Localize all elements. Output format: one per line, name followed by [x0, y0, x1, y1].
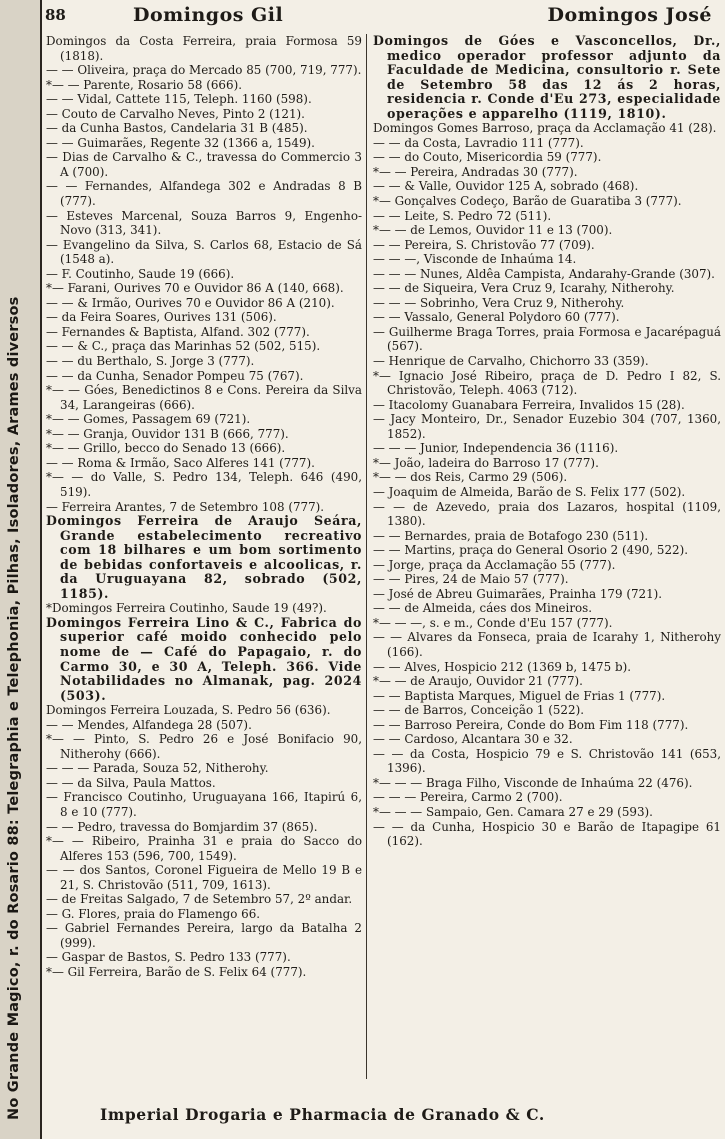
directory-entry: *— Gil Ferreira, Barão de S. Felix 64 (777). [46, 965, 307, 979]
directory-entry: *— João, ladeira do Barroso 17 (777). [373, 455, 599, 470]
directory-entry: — — Vidal, Cattete 115, Teleph. 1160 (598). [46, 92, 312, 107]
running-head-left: Domingos Gil [133, 4, 284, 26]
directory-entry: *— Gonçalves Codeço, Barão de Guaratiba 3 (777). [373, 194, 682, 209]
directory-entry: — — & Valle, Ouvidor 125 A, sobrado (468). [373, 179, 639, 194]
directory-entry: — — — Junior, Independencia 36 (1116). [373, 441, 619, 456]
directory-entry: — — du Berthalo, S. Jorge 3 (777). [46, 354, 255, 369]
spine-advertisement: No Grande Magico, r. do Rosario 88: Telegraphia e Telephonia, Pilhas, Isoladores, Arames diversos [6, 296, 22, 1120]
directory-entry: — — de Barros, Conceição 1 (522). [373, 703, 584, 718]
advertising-spine [0, 0, 42, 1139]
directory-entry: — Fernandes & Baptista, Alfand. 302 (777). [46, 324, 310, 339]
directory-entry: — Joaquim de Almeida, Barão de S. Felix 177 (502). [373, 484, 686, 499]
directory-entry: — — da Costa, Hospicio 79 e S. Christovão 141 (653, 1396). [373, 746, 721, 776]
directory-entry: — G. Flores, praia do Flamengo 66. [46, 906, 261, 921]
directory-entry: *— — Pinto, S. Pedro 26 e José Bonifacio 90, Nitherohy (666). [46, 732, 362, 761]
directory-entry: *— — Parente, Rosario 58 (666). [46, 77, 242, 92]
directory-entry-featured: Domingos de Góes e Vasconcellos, Dr., medico operador professor adjunto da Faculdade de Medicina, consultorio r. Sete de Setembro 58 das 12 ás 2 horas, residencia r. Conde d'Eu 273, especialidade operações e apparelho (1119, 1810). [373, 34, 721, 121]
directory-entry: — — & C., praça das Marinhas 52 (502, 515). [46, 339, 321, 354]
directory-entry: — Jacy Monteiro, Dr., Senador Euzebio 304 (707, 1360, 1852). [373, 412, 721, 441]
directory-entry: *— Farani, Ourives 70 e Ouvidor 86 A (140, 668). [46, 281, 344, 296]
directory-entry: — — Vassalo, General Polydoro 60 (777). [373, 310, 620, 325]
directory-entry: *— — Grillo, becco do Senado 13 (666). [46, 441, 286, 456]
directory-entry: — Francisco Coutinho, Uruguayana 166, Itapirú 6, 8 e 10 (777). [46, 790, 362, 819]
directory-entry: — Guilherme Braga Torres, praia Formosa e Jacarépaguá (567). [373, 324, 721, 354]
directory-entry: — — Mendes, Alfandega 28 (507). [46, 717, 252, 732]
directory-entry: — — da Cunha, Senador Pompeu 75 (767). [46, 368, 304, 383]
directory-entry: — — do Couto, Misericordia 59 (777). [373, 150, 602, 165]
directory-entry: *— — — Sampaio, Gen. Camara 27 e 29 (593). [373, 804, 653, 819]
directory-entry-featured: Domingos Ferreira Lino & C., Fabrica do superior café moido conhecido pelo nome de — Café do Papagaio, r. do Carmo 30, e 30 A, Teleph. 366. Vide Notabilidades no Almanak, pag. 2024 (503). [46, 614, 362, 703]
directory-entry: — — de Azevedo, praia dos Lazaros, hospital (1109, 1380). [373, 499, 721, 529]
directory-entry: — Jorge, praça da Acclamação 55 (777). [373, 557, 616, 572]
directory-entry: *— — —, s. e m., Conde d'Eu 157 (777). [373, 615, 613, 630]
directory-entry: — — da Costa, Lavradio 111 (777). [373, 135, 584, 150]
page-header [45, 4, 720, 30]
directory-entry: — da Feira Soares, Ourives 131 (506). [46, 310, 277, 325]
directory-entry: — — Leite, S. Pedro 72 (511). [373, 208, 552, 223]
directory-entry: *— — — Braga Filho, Visconde de Inhaúma 22 (476). [373, 775, 693, 790]
directory-entry: — Ferreira Arantes, 7 de Setembro 108 (777). [46, 499, 325, 514]
directory-entry: *— — Granja, Ouvidor 131 B (666, 777). [46, 426, 289, 441]
directory-entry: — Dias de Carvalho & C., travessa do Commercio 3 A (700). [46, 150, 362, 179]
directory-entry: — — Pires, 24 de Maio 57 (777). [373, 572, 569, 587]
directory-entry-featured: Domingos Ferreira de Araujo Seára, Grande estabelecimento recreativo com 18 bilhares e um bom sortimento de bebidas confortaveis e alcoolicas, r. da Uruguayana 82, sobrado (502, 1185). [46, 513, 362, 601]
directory-entry: — — Pedro, travessa do Bomjardim 37 (865). [46, 819, 318, 834]
directory-entry: — — & Irmão, Ourives 70 e Ouvidor 86 A (210). [46, 295, 335, 310]
directory-entry: — Henrique de Carvalho, Chichorro 33 (359). [373, 354, 649, 369]
directory-entry: *— — Pereira, Andradas 30 (777). [373, 164, 578, 179]
directory-entry: — Evangelino da Silva, S. Carlos 68, Estacio de Sá (1548 a). [46, 237, 362, 267]
directory-entry: — — dos Santos, Coronel Figueira de Mello 19 B e 21, S. Christovão (511, 709, 1613). [46, 863, 362, 892]
directory-entry: — Esteves Marcenal, Souza Barros 9, Engenho-Novo (313, 341). [46, 208, 362, 238]
directory-entry: *— — de Araujo, Ouvidor 21 (777). [373, 674, 583, 689]
directory-entry: — — Baptista Marques, Miguel de Frias 1 (777). [373, 688, 666, 703]
left-column [46, 34, 362, 1079]
directory-entry: — — — Parada, Souza 52, Nitherohy. [46, 761, 269, 776]
directory-entry: — Itacolomy Guanabara Ferreira, Invalidos 15 (28). [373, 397, 685, 412]
directory-entry: — da Cunha Bastos, Candelaria 31 B (485). [46, 121, 308, 136]
directory-entry: — José de Abreu Guimarães, Prainha 179 (721). [373, 586, 663, 601]
directory-entry: — — Guimarães, Regente 32 (1366 a, 1549). [46, 135, 315, 150]
directory-entry: — — Roma & Irmão, Saco Alferes 141 (777). [46, 455, 315, 470]
directory-entry: *— — Gomes, Passagem 69 (721). [46, 412, 251, 427]
directory-entry: — — da Silva, Paula Mattos. [46, 775, 216, 790]
directory-entry: — — Fernandes, Alfandega 302 e Andradas 8 B (777). [46, 179, 362, 209]
directory-entry: Domingos Gomes Barroso, praça da Acclamação 41 (28). [373, 121, 717, 136]
directory-entry: Domingos Ferreira Louzada, S. Pedro 56 (636). [46, 703, 331, 718]
running-head-right: Domingos José [547, 4, 712, 26]
directory-entry: — — de Almeida, cáes dos Mineiros. [373, 601, 593, 616]
directory-entry: — F. Coutinho, Saude 19 (666). [46, 266, 235, 281]
directory-entry: — de Freitas Salgado, 7 de Setembro 57, 2º andar. [46, 892, 353, 907]
directory-entry: — — Bernardes, praia de Botafogo 230 (511). [373, 528, 649, 543]
directory-entry: — — — Sobrinho, Vera Cruz 9, Nitherohy. [373, 295, 625, 310]
directory-entry: — — Barroso Pereira, Conde do Bom Fim 118 (777). [373, 717, 689, 732]
directory-entry: — — Pereira, S. Christovão 77 (709). [373, 237, 595, 252]
directory-entry: *— — dos Reis, Carmo 29 (506). [373, 470, 568, 485]
directory-entry: *Domingos Ferreira Coutinho, Saude 19 (49?). [46, 601, 327, 616]
directory-entry: *— — Góes, Benedictinos 8 e Cons. Pereira da Silva 34, Larangeiras (666). [46, 383, 362, 412]
directory-entry: — Couto de Carvalho Neves, Pinto 2 (121). [46, 106, 305, 121]
column-divider [366, 34, 367, 1079]
directory-entry: — Gabriel Fernandes Pereira, largo da Batalha 2 (999). [46, 921, 362, 950]
directory-entry: — — Martins, praça do General Osorio 2 (490, 522). [373, 543, 689, 558]
directory-entry: — — —, Visconde de Inhaúma 14. [373, 252, 577, 267]
directory-entry: *— Ignacio José Ribeiro, praça de D. Pedro I 82, S. Christovão, Teleph. 4063 (712). [373, 368, 721, 398]
directory-entry: *— — do Valle, S. Pedro 134, Teleph. 646 (490, 519). [46, 470, 362, 499]
page-number: 88 [45, 6, 66, 24]
directory-entry: — — Oliveira, praça do Mercado 85 (700, 719, 777). [46, 63, 362, 78]
directory-entry: — Gaspar de Bastos, S. Pedro 133 (777). [46, 950, 291, 965]
directory-entry: Domingos da Costa Ferreira, praia Formosa 59 (1818). [46, 34, 362, 63]
right-column [373, 34, 721, 1079]
directory-entry: — — — Nunes, Aldêa Campista, Andarahy-Grande (307). [373, 266, 715, 281]
directory-entry: *— — de Lemos, Ouvidor 11 e 13 (700). [373, 223, 613, 238]
directory-entry: — — — Pereira, Carmo 2 (700). [373, 790, 563, 805]
footer-advertisement: Imperial Drogaria e Pharmacia de Granado & C. [100, 1105, 545, 1124]
directory-entry: *— — Ribeiro, Prainha 31 e praia do Sacco do Alferes 153 (596, 700, 1549). [46, 834, 362, 863]
directory-entry: — — de Siqueira, Vera Cruz 9, Icarahy, Nitherohy. [373, 281, 675, 296]
directory-entry: — — Alvares da Fonseca, praia de Icarahy 1, Nitherohy (166). [373, 630, 721, 659]
directory-entry: — — da Cunha, Hospicio 30 e Barão de Itapagipe 61 (162). [373, 819, 721, 849]
directory-entry: — — Alves, Hospicio 212 (1369 b, 1475 b). [373, 659, 631, 674]
directory-entry: — — Cardoso, Alcantara 30 e 32. [373, 732, 573, 747]
